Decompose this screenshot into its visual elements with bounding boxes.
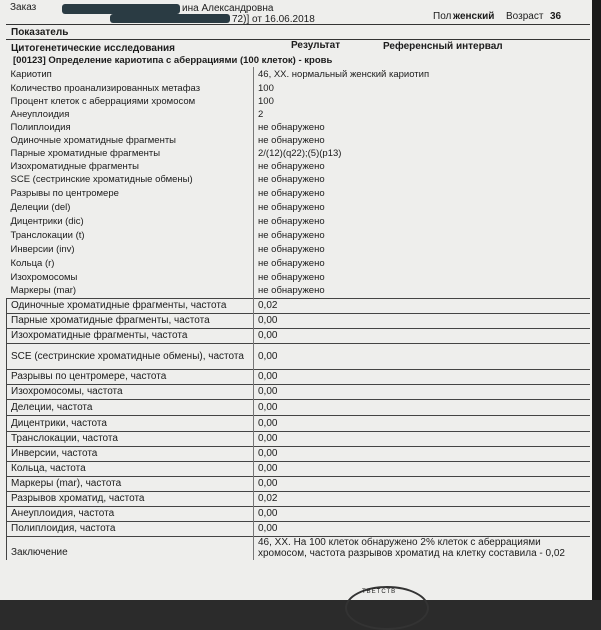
freq-row-value: 0,00 — [254, 384, 591, 399]
freq-row-name: Инверсии, частота — [7, 446, 254, 461]
freq-row — [7, 415, 591, 431]
freq-row — [7, 343, 591, 369]
row-name: Делеции (del) — [7, 200, 254, 214]
row-value: не обнаружено — [258, 243, 325, 255]
freq-row-value: 0,00 — [254, 461, 591, 476]
row-name: Полиплоидия — [7, 121, 254, 134]
freq-row — [7, 521, 591, 536]
row-name: SCE (сестринские хроматидные обмены) — [7, 173, 254, 186]
column-indicator: Показатель — [11, 27, 69, 38]
row-name: Одиночные хроматидные фрагменты — [7, 134, 254, 147]
table-row — [7, 147, 591, 160]
table-row — [7, 134, 591, 147]
table-row — [7, 121, 591, 134]
row-value: 46, XX. нормальный женский кариотип — [258, 69, 430, 80]
freq-row-name: Транслокации, частота — [7, 431, 254, 446]
freq-row-value: 0,00 — [254, 446, 591, 461]
sex-value: женский — [453, 11, 495, 22]
table-row — [7, 214, 591, 228]
freq-row-name: Одиночные хроматидные фрагменты, частота — [7, 298, 254, 313]
freq-row-name: Делеции, частота — [7, 399, 254, 415]
row-name: Разрывы по центромере — [7, 186, 254, 200]
freq-row — [7, 461, 591, 476]
freq-row-value: 0,00 — [254, 369, 591, 384]
freq-row — [7, 491, 591, 506]
freq-row — [7, 384, 591, 399]
freq-row — [7, 399, 591, 415]
row-value: не обнаружено — [258, 201, 325, 213]
freq-row — [7, 431, 591, 446]
row-value: не обнаружено — [258, 174, 325, 185]
header-divider — [6, 24, 590, 25]
redacted-patient-id — [110, 14, 230, 23]
table-row — [7, 67, 591, 82]
freq-row-value: 0,00 — [254, 431, 591, 446]
order-label: Заказ — [10, 2, 37, 13]
row-name: Количество проанализированных метафаз — [7, 82, 254, 95]
freq-row-name: Полиплоидия, частота — [7, 521, 254, 536]
freq-row-value: 0,00 — [254, 328, 591, 343]
freq-row-name: Анеуплоидия, частота — [7, 506, 254, 521]
table-row — [7, 284, 591, 298]
row-value: не обнаружено — [258, 229, 325, 241]
freq-row — [7, 476, 591, 491]
column-result: Результат — [291, 40, 341, 51]
freq-row-value: 0,00 — [254, 521, 591, 536]
results-table — [6, 67, 590, 560]
conclusion-label: Заключение — [7, 536, 254, 560]
freq-row-name: Изохромосомы, частота — [7, 384, 254, 399]
report-header — [10, 2, 590, 25]
table-row — [7, 173, 591, 186]
table-row — [7, 200, 591, 214]
freq-row — [7, 446, 591, 461]
age-value: 36 — [550, 11, 562, 22]
freq-row — [7, 328, 591, 343]
sex-label: Пол — [433, 11, 452, 22]
table-row — [7, 95, 591, 108]
row-value: не обнаружено — [258, 122, 325, 133]
freq-row-value: 0,00 — [254, 343, 591, 369]
freq-row-value: 0,00 — [254, 415, 591, 431]
row-name: Маркеры (mar) — [7, 284, 254, 298]
row-value: не обнаружено — [258, 187, 325, 199]
row-value: не обнаружено — [258, 257, 325, 269]
freq-row-name: Разрывов хроматид, частота — [7, 491, 254, 506]
row-value: не обнаружено — [258, 285, 325, 297]
freq-row-value: 0,02 — [254, 298, 591, 313]
page-edge-shadow — [592, 0, 601, 600]
row-name: Дицентрики (dic) — [7, 214, 254, 228]
row-name: Изохромосомы — [7, 270, 254, 284]
freq-row-value: 0,00 — [254, 313, 591, 328]
row-value: 100 — [258, 96, 274, 107]
row-name: Кариотип — [7, 67, 254, 82]
table-row — [7, 108, 591, 121]
freq-row-value: 0,02 — [254, 491, 591, 506]
row-value: 2/(12)(q22);(5)(p13) — [258, 148, 342, 159]
freq-row-name: SCE (сестринские хроматидные обмены), частота — [7, 343, 254, 369]
patient-name-fragment: ина Александровна — [182, 3, 274, 14]
row-name: Кольца (r) — [7, 256, 254, 270]
freq-row-value: 0,00 — [254, 476, 591, 491]
table-row — [7, 186, 591, 200]
freq-row — [7, 298, 591, 313]
row-value: не обнаружено — [258, 135, 325, 146]
redacted-order-number — [62, 4, 180, 14]
freq-row-name: Кольца, частота — [7, 461, 254, 476]
row-value: не обнаружено — [258, 271, 325, 283]
table-row — [7, 228, 591, 242]
freq-row-name: Изохроматидные фрагменты, частота — [7, 328, 254, 343]
row-name: Инверсии (inv) — [7, 242, 254, 256]
row-name: Анеуплоидия — [7, 108, 254, 121]
row-name: Процент клеток с аберрациями хромосом — [7, 95, 254, 108]
freq-row-name: Разрывы по центромере, частота — [7, 369, 254, 384]
column-reference: Референсный интервал — [383, 41, 503, 52]
table-row — [7, 242, 591, 256]
table-row — [7, 256, 591, 270]
section-title: Цитогенетические исследования — [11, 43, 175, 54]
age-label: Возраст — [506, 11, 544, 22]
freq-row — [7, 506, 591, 521]
row-value: не обнаружено — [258, 215, 325, 227]
row-name: Парные хроматидные фрагменты — [7, 147, 254, 160]
freq-row-name: Дицентрики, частота — [7, 415, 254, 431]
row-value: 2 — [258, 109, 264, 120]
table-row — [7, 270, 591, 284]
freq-row-name: Маркеры (mar), частота — [7, 476, 254, 491]
conclusion-row — [7, 536, 591, 560]
test-title: [00123] Определение кариотипа с аберрациями (100 клеток) - кровь — [13, 55, 333, 66]
table-row — [7, 82, 591, 95]
row-value: 100 — [258, 83, 274, 94]
freq-row — [7, 313, 591, 328]
freq-row — [7, 369, 591, 384]
table-row — [7, 160, 591, 173]
freq-row-name: Парные хроматидные фрагменты, частота — [7, 313, 254, 328]
row-name: Изохроматидные фрагменты — [7, 160, 254, 173]
row-name: Транслокации (t) — [7, 228, 254, 242]
stamp-text: ТВЕТСТВ — [362, 589, 397, 595]
freq-row-value: 0,00 — [254, 506, 591, 521]
freq-row-value: 0,00 — [254, 399, 591, 415]
conclusion-text: 46, XX. На 100 клеток обнаружено 2% клеток с аберрациями хромосом, частота разрывов хроматид на клетку составила - 0,02 — [254, 536, 591, 560]
order-date-fragment: 72)] от 16.06.2018 — [232, 14, 315, 25]
row-value: не обнаружено — [258, 161, 325, 172]
